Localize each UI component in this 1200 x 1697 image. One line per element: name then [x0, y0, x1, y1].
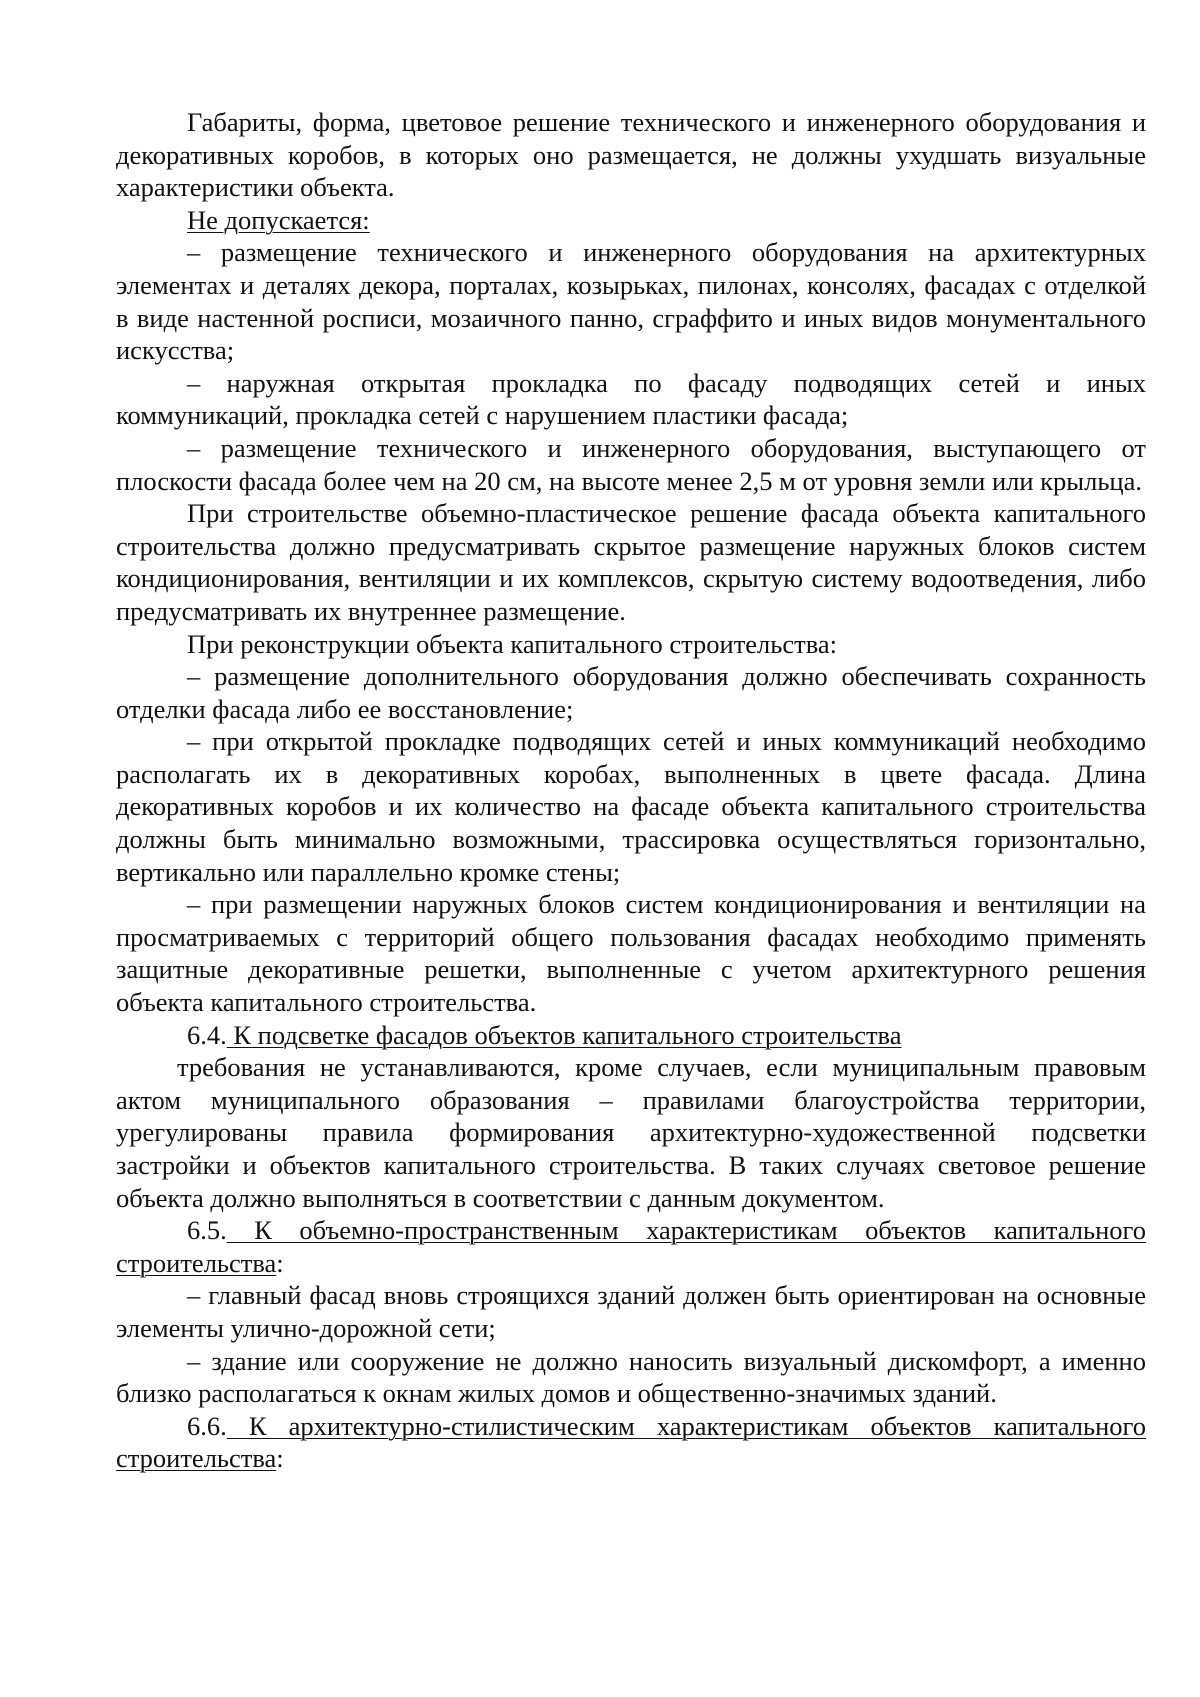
list-item-visual-discomfort: – здание или сооружение не должно наносить визуальный дискомфорт, а именно близко располагаться к окнам жилых домов и общественно-значимых зданий. [116, 1345, 1146, 1409]
section-title-6-5: К объемно-пространственным характеристикам объектов капитального строительства [116, 1215, 1146, 1278]
not-allowed-label: Не допускается: [187, 204, 370, 235]
section-heading-6-4 [116, 1019, 1146, 1052]
section-colon-6-5: : [276, 1247, 284, 1278]
list-item-main-facade: – главный фасад вновь строящихся зданий должен быть ориентирован на основные элементы улично-дорожной сети; [116, 1280, 1146, 1343]
section-title-6-6: К архитектурно-стилистическим характеристикам объектов капитального строительства [116, 1410, 1146, 1474]
list-item-additional-equipment: – размещение дополнительного оборудования должно обеспечивать сохранность отделки фасада либо ее восстановление; [116, 661, 1146, 724]
section-number-6-5: 6.5. [187, 1215, 227, 1246]
section-number-6-6: 6.6. [187, 1410, 227, 1441]
list-item-decorative-boxes: – при открытой прокладке подводящих сетей и иных коммуникаций необходимо располагать их в декоративных коробах, выполненных в цвете фасада. Длина декоративных коробов и их количество на фасаде объекта капитального строительства должны быть минимально возможными, трассировка осуществляться горизонтально, вертикально или параллельно кромке стены; [116, 726, 1146, 887]
paragraph-reconstruction: При реконструкции объекта капитального строительства: [187, 628, 837, 659]
document-page [116, 106, 1146, 1475]
paragraph-lighting-requirements: требования не устанавливаются, кроме случаев, если муниципальным правовым актом муниципального образования – правилами благоустройства территории, урегулированы правила формирования архитектурно-художественной подсветки застройки и объектов капитального строительства. В таких случаях световое решение объекта должно выполняться в соответствии с данным документом. [116, 1052, 1146, 1213]
section-title-6-4: К подсветке фасадов объектов капитального строительства [226, 1019, 902, 1050]
paragraph-not-allowed-label [116, 204, 1146, 237]
section-heading-6-5 [116, 1214, 1146, 1279]
paragraph-dimensions: Габариты, форма, цветовое решение технического и инженерного оборудования и декоративных коробов, в которых оно размещается, не должны ухудшать визуальные характеристики объекта. [116, 107, 1146, 203]
list-item-protruding-equipment: – размещение технического и инженерного оборудования, выступающего от плоскости фасада более чем на 20 см, на высоте менее 2,5 м от уровня земли или крыльца. [116, 432, 1146, 496]
section-colon-6-6: : [276, 1443, 284, 1474]
list-item-protective-grilles: – при размещении наружных блоков систем кондиционирования и вентиляции на просматриваемых с территорий общего пользования фасадах необходимо применять защитные декоративные решетки, выполненные с учетом архитектурного решения объекта капитального строительства. [116, 889, 1146, 1018]
section-heading-6-6 [116, 1410, 1146, 1475]
list-item-placement-on-decor: – размещение технического и инженерного оборудования на архитектурных элементах и деталях декора, порталах, козырьках, пилонах, консолях, фасадах с отделкой в виде настенной росписи, мозаичного панно, сграффито и иных видов монументального искусства; [116, 237, 1146, 366]
section-number-6-4: 6.4. [187, 1019, 227, 1050]
list-item-open-laying: – наружная открытая прокладка по фасаду подводящих сетей и иных коммуникаций, прокладка сетей с нарушением пластики фасада; [116, 367, 1146, 431]
paragraph-construction: При строительстве объемно-пластическое решение фасада объекта капитального строительства должно предусматривать скрытое размещение наружных блоков систем кондиционирования, вентиляции и их комплексов, скрытую систему водоотведения, либо предусматривать их внутреннее размещение. [116, 498, 1146, 626]
